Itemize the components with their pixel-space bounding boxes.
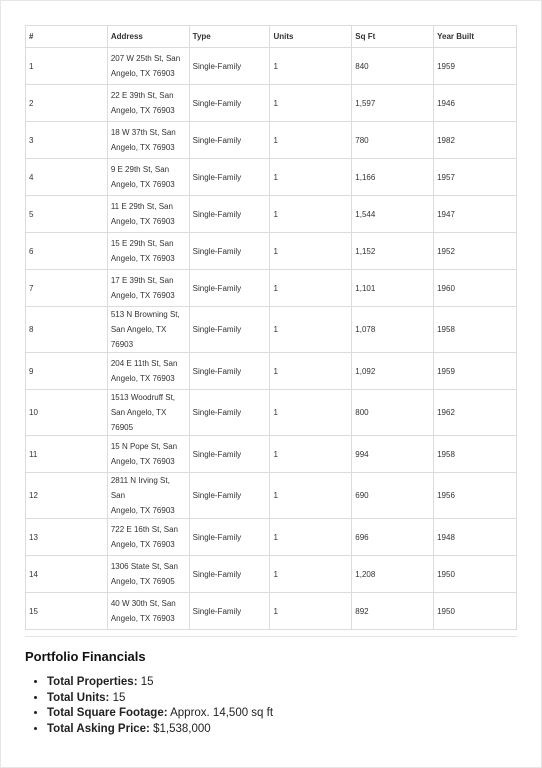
- address-line-2: Angelo, TX 76903: [110, 69, 175, 78]
- address-line-1: 2811 N Irving St, San: [110, 476, 170, 500]
- address-line-1: 15 E 29th St, San: [110, 239, 174, 248]
- cell-number: 15: [26, 593, 108, 630]
- financials-item-label: Total Asking Price:: [47, 722, 150, 735]
- cell-address: [107, 270, 189, 307]
- address-line-1: 1306 State St, San: [110, 562, 178, 571]
- cell-year-built: 1958: [434, 436, 517, 473]
- financials-item: [47, 675, 273, 691]
- cell-sqft: 780: [352, 122, 434, 159]
- header-address: Address: [107, 26, 189, 48]
- header-type: Type: [189, 26, 270, 48]
- address-line-2: Angelo, TX 76903: [110, 291, 175, 300]
- address-line-1: 513 N Browning St,: [110, 310, 180, 319]
- address-line-1: 204 E 11th St, San: [110, 359, 178, 368]
- cell-year-built: 1982: [434, 122, 517, 159]
- address-line-1: 40 W 30th St, San: [110, 599, 176, 608]
- cell-sqft: 1,101: [352, 270, 434, 307]
- address-line-1: 9 E 29th St, San: [110, 165, 170, 174]
- cell-units: 1: [270, 473, 352, 519]
- cell-year-built: 1952: [434, 233, 517, 270]
- cell-number: 4: [26, 159, 108, 196]
- address-line-1: 11 E 29th St, San: [110, 202, 173, 211]
- cell-year-built: 1958: [434, 307, 517, 353]
- address-line-2: Angelo, TX 76903: [110, 374, 175, 383]
- cell-number: 12: [26, 473, 108, 519]
- table-row: [26, 556, 517, 593]
- cell-year-built: 1950: [434, 593, 517, 630]
- cell-number: 14: [26, 556, 108, 593]
- cell-units: 1: [270, 48, 352, 85]
- cell-address: [107, 159, 189, 196]
- cell-address: [107, 233, 189, 270]
- cell-units: 1: [270, 122, 352, 159]
- table-row: [26, 473, 517, 519]
- cell-year-built: 1957: [434, 159, 517, 196]
- financials-item-value: Approx. 14,500 sq ft: [167, 707, 274, 719]
- cell-address: [107, 436, 189, 473]
- cell-year-built: 1962: [434, 390, 517, 436]
- financials-item: [47, 691, 273, 707]
- cell-units: 1: [270, 519, 352, 556]
- header-sqft: Sq Ft: [352, 26, 434, 48]
- financials-item-label: Total Units:: [47, 691, 110, 704]
- cell-units: 1: [270, 390, 352, 436]
- cell-units: 1: [270, 436, 352, 473]
- financials-item: [47, 706, 273, 722]
- cell-number: 10: [26, 390, 108, 436]
- cell-number: 11: [26, 436, 108, 473]
- cell-type: Single-Family: [189, 233, 270, 270]
- section-divider: [25, 636, 517, 637]
- cell-type: Single-Family: [189, 473, 270, 519]
- cell-type: Single-Family: [189, 270, 270, 307]
- cell-number: 8: [26, 307, 108, 353]
- address-line-2: Angelo, TX 76903: [110, 614, 175, 623]
- cell-address: [107, 48, 189, 85]
- table-row: [26, 307, 517, 353]
- financials-item-label: Total Properties:: [47, 676, 138, 688]
- address-line-1: 18 W 37th St, San: [110, 128, 176, 137]
- address-line-2: Angelo, TX 76903: [110, 180, 175, 189]
- cell-sqft: 800: [352, 390, 434, 436]
- table-row: [26, 159, 517, 196]
- address-line-2: Angelo, TX 76903: [110, 540, 175, 549]
- cell-sqft: 1,078: [352, 307, 434, 353]
- cell-units: 1: [270, 159, 352, 196]
- table-row: [26, 85, 517, 122]
- financials-list: [25, 675, 273, 737]
- cell-type: Single-Family: [189, 519, 270, 556]
- cell-type: Single-Family: [189, 353, 270, 390]
- address-line-1: 15 N Pope St, San: [110, 442, 178, 451]
- address-line-1: 22 E 39th St, San: [110, 91, 174, 100]
- address-line-2: Angelo, TX 76903: [110, 506, 175, 515]
- table-body: [26, 48, 517, 630]
- cell-number: 3: [26, 122, 108, 159]
- table-row: [26, 436, 517, 473]
- cell-year-built: 1947: [434, 196, 517, 233]
- cell-number: 6: [26, 233, 108, 270]
- cell-sqft: 994: [352, 436, 434, 473]
- cell-sqft: 690: [352, 473, 434, 519]
- cell-address: [107, 593, 189, 630]
- address-line-1: 207 W 25th St, San: [110, 54, 181, 63]
- cell-number: 1: [26, 48, 108, 85]
- address-line-2: Angelo, TX 76905: [110, 577, 175, 586]
- cell-type: Single-Family: [189, 436, 270, 473]
- cell-address: [107, 519, 189, 556]
- cell-units: 1: [270, 196, 352, 233]
- financials-item: [47, 722, 273, 738]
- cell-number: 13: [26, 519, 108, 556]
- header-year-built: Year Built: [434, 26, 517, 48]
- address-line-2: San Angelo, TX 76903: [110, 325, 167, 349]
- table-row: [26, 196, 517, 233]
- address-line-1: 1513 Woodruff St,: [110, 393, 176, 402]
- cell-units: 1: [270, 556, 352, 593]
- cell-units: 1: [270, 307, 352, 353]
- cell-type: Single-Family: [189, 85, 270, 122]
- cell-type: Single-Family: [189, 122, 270, 159]
- address-line-2: Angelo, TX 76903: [110, 106, 175, 115]
- table-row: [26, 390, 517, 436]
- table-row: [26, 593, 517, 630]
- cell-address: [107, 196, 189, 233]
- address-line-2: Angelo, TX 76903: [110, 143, 175, 152]
- cell-year-built: 1948: [434, 519, 517, 556]
- table-row: [26, 233, 517, 270]
- cell-type: Single-Family: [189, 48, 270, 85]
- table-row: [26, 353, 517, 390]
- table-row: [26, 122, 517, 159]
- financials-item-label: Total Square Footage:: [47, 707, 168, 719]
- cell-address: [107, 556, 189, 593]
- cell-units: 1: [270, 233, 352, 270]
- cell-year-built: 1950: [434, 556, 517, 593]
- cell-sqft: 1,208: [352, 556, 434, 593]
- financials-item-value: 15: [109, 691, 126, 704]
- cell-year-built: 1946: [434, 85, 517, 122]
- cell-units: 1: [270, 593, 352, 630]
- cell-number: 2: [26, 85, 108, 122]
- cell-sqft: 892: [352, 593, 434, 630]
- cell-address: [107, 122, 189, 159]
- table-header-row: [26, 26, 517, 48]
- cell-units: 1: [270, 85, 352, 122]
- cell-sqft: 1,597: [352, 85, 434, 122]
- cell-number: 5: [26, 196, 108, 233]
- address-line-2: Angelo, TX 76903: [110, 217, 175, 226]
- header-number: #: [26, 26, 108, 48]
- financials-item-value: 15: [137, 676, 154, 688]
- cell-sqft: 840: [352, 48, 434, 85]
- address-line-1: 17 E 39th St, San: [110, 276, 174, 285]
- cell-address: [107, 353, 189, 390]
- cell-sqft: 1,544: [352, 196, 434, 233]
- table-row: [26, 270, 517, 307]
- address-line-1: 722 E 16th St, San: [110, 525, 178, 534]
- financials-item-value: $1,538,000: [149, 722, 211, 735]
- cell-type: Single-Family: [189, 390, 270, 436]
- header-units: Units: [270, 26, 352, 48]
- financials-title: Portfolio Financials: [25, 649, 146, 664]
- cell-year-built: 1960: [434, 270, 517, 307]
- table-row: [26, 48, 517, 85]
- cell-sqft: 1,092: [352, 353, 434, 390]
- cell-address: [107, 390, 189, 436]
- address-line-2: Angelo, TX 76903: [110, 457, 175, 466]
- address-line-2: Angelo, TX 76903: [110, 254, 175, 263]
- cell-year-built: 1959: [434, 353, 517, 390]
- cell-type: Single-Family: [189, 307, 270, 353]
- cell-year-built: 1956: [434, 473, 517, 519]
- cell-type: Single-Family: [189, 159, 270, 196]
- cell-year-built: 1959: [434, 48, 517, 85]
- cell-type: Single-Family: [189, 593, 270, 630]
- address-line-2: San Angelo, TX 76905: [110, 408, 167, 432]
- cell-address: [107, 473, 189, 519]
- cell-address: [107, 307, 189, 353]
- cell-address: [107, 85, 189, 122]
- cell-number: 7: [26, 270, 108, 307]
- cell-type: Single-Family: [189, 556, 270, 593]
- table-row: [26, 519, 517, 556]
- cell-number: 9: [26, 353, 108, 390]
- cell-sqft: 696: [352, 519, 434, 556]
- cell-type: Single-Family: [189, 196, 270, 233]
- cell-sqft: 1,166: [352, 159, 434, 196]
- cell-units: 1: [270, 270, 352, 307]
- cell-sqft: 1,152: [352, 233, 434, 270]
- properties-table: [25, 25, 517, 630]
- cell-units: 1: [270, 353, 352, 390]
